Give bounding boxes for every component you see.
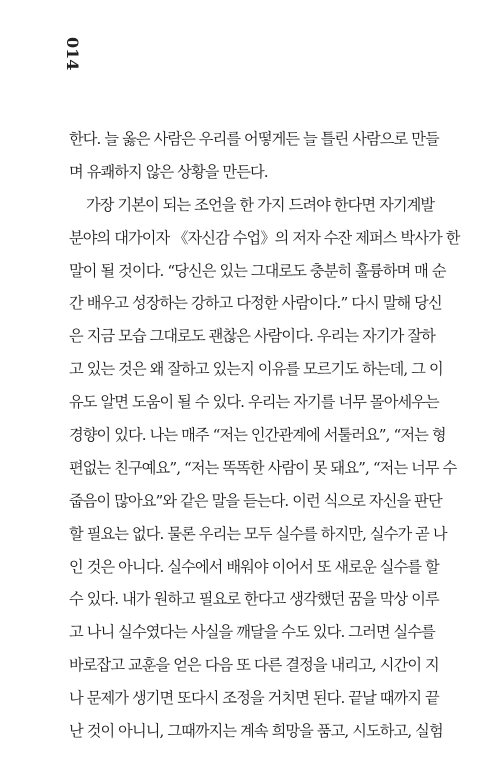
text-line: 할 필요는 없다. 물론 우리는 모두 실수를 하지만, 실수가 곧 나 xyxy=(69,524,447,543)
text-line: 간 배우고 성장하는 강하고 다정한 사람이다.” 다시 말해 당신 xyxy=(69,294,442,313)
text-line: 줍음이 많아요”와 같은 말을 듣는다. 이런 식으로 자신을 판단 xyxy=(69,491,442,510)
text-line: 고 나니 실수였다는 사실을 깨달을 수도 있다. 그러면 실수를 xyxy=(69,623,435,642)
text-line: 바로잡고 교훈을 얻은 다음 또 다른 결정을 내리고, 시간이 지 xyxy=(69,656,439,675)
text-line: 며 유쾌하지 않은 상황을 만든다. xyxy=(69,162,268,181)
text-line: 나 문제가 생기면 또다시 조정을 거치면 된다. 끝날 때까지 끝 xyxy=(69,689,439,708)
page-number: 014 xyxy=(63,37,82,71)
text-line: 편없는 친구예요”, “저는 똑똑한 사람이 못 돼요”, “저는 너무 수 xyxy=(69,458,457,477)
paragraph-first-line: 가장 기본이 되는 조언을 한 가지 드려야 한다면 자기계발 xyxy=(86,195,435,214)
text-line: 경향이 있다. 나는 매주 “저는 인간관계에 서툴러요”, “저는 형 xyxy=(69,426,446,445)
text-line: 고 있는 것은 왜 잘하고 있는지 이유를 모르기도 하는데, 그 이 xyxy=(69,360,443,379)
text-line: 난 것이 아니니, 그때까지는 계속 희망을 품고, 시도하고, 실험 xyxy=(69,722,443,741)
text-line: 말이 될 것이다. “당신은 있는 그대로도 충분히 훌륭하며 매 순 xyxy=(69,261,446,280)
text-line: 한다. 늘 옳은 사람은 우리를 어떻게든 늘 틀린 사람으로 만들 xyxy=(69,130,439,148)
text-line: 분야의 대가이자 《자신감 수업》의 저자 수잔 제퍼스 박사가 한 xyxy=(69,228,460,247)
text-line: 유도 알면 도움이 될 수 있다. 우리는 자기를 너무 몰아세우는 xyxy=(69,393,439,412)
text-line: 은 지금 모습 그대로도 괜찮은 사람이다. 우리는 자기가 잘하 xyxy=(69,327,435,346)
text-line: 인 것은 아니다. 실수에서 배워야 이어서 또 새로운 실수를 할 xyxy=(69,557,439,576)
text-line: 수 있다. 내가 원하고 필요로 한다고 생각했던 꿈을 막상 이루 xyxy=(69,590,439,609)
body-text xyxy=(69,123,489,748)
